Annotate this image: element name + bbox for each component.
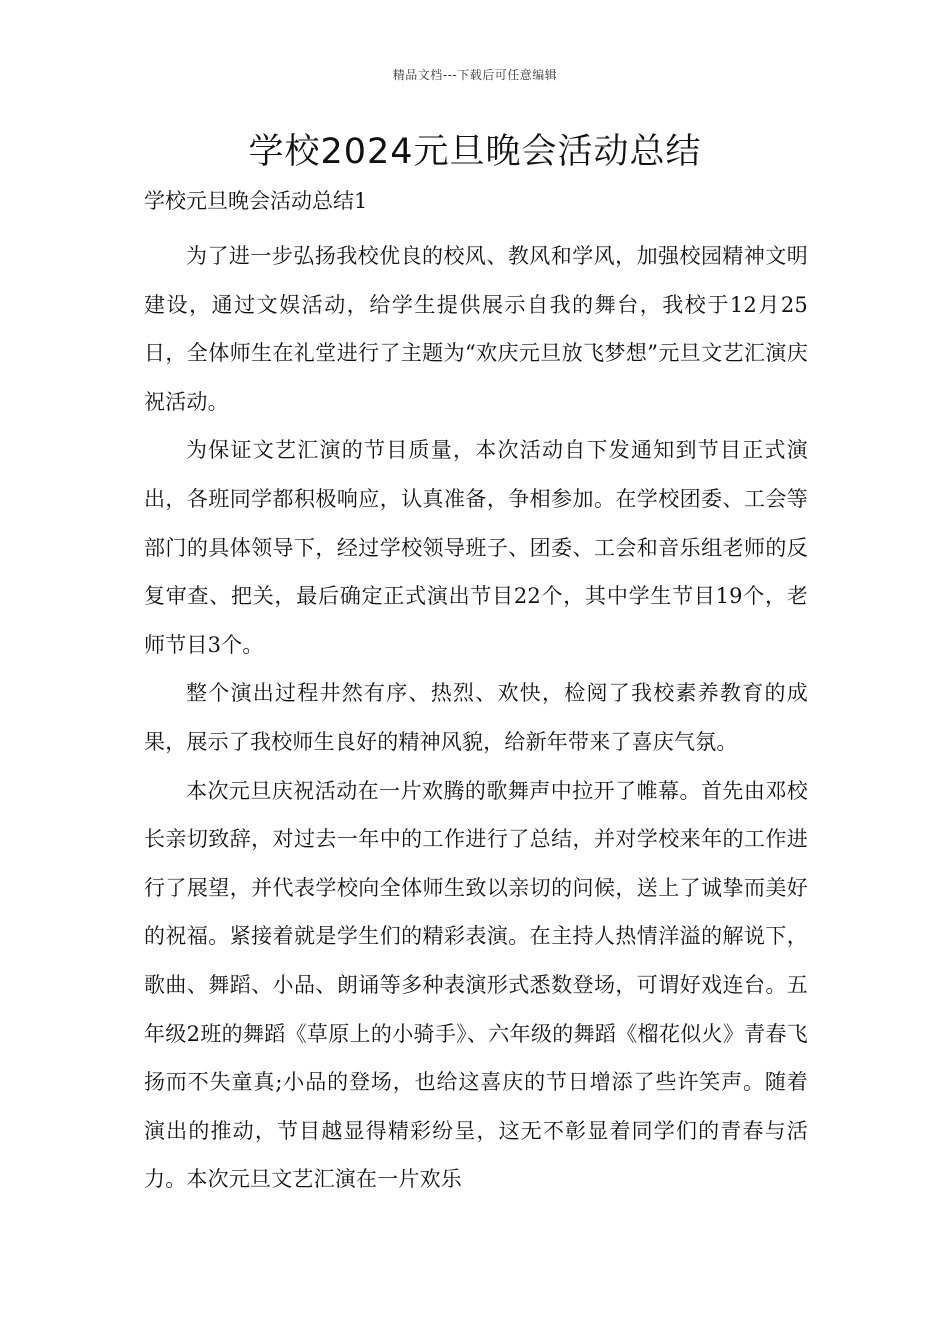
paragraph: 为保证文艺汇演的节目质量，本次活动自下发通知到节目正式演出，各班同学都积极响应，认真准备，争相参加。在学校团委、工会等部门的具体领导下，经过学校领导班子、团委、工会和音乐组老师的反复审查、把关，最后确定正式演出节目22个，其中学生节目19个，老师节目3个。: [144, 438, 808, 657]
section-subtitle: 学校元旦晚会活动总结1: [144, 189, 368, 213]
paragraph: 整个演出过程井然有序、热烈、欢快，检阅了我校素养教育的成果，展示了我校师生良好的精神风貌，给新年带来了喜庆气氛。: [144, 681, 808, 754]
paragraph: 为了进一步弘扬我校优良的校风、教风和学风，加强校园精神文明建设，通过文娱活动，给学生提供展示自我的舞台，我校于12月25日，全体师生在礼堂进行了主题为“欢庆元旦放飞梦想”元旦文艺汇演庆祝活动。: [144, 244, 808, 414]
header-note: 精品文档---下载后可任意编辑: [392, 68, 558, 82]
body-text: [144, 232, 808, 1204]
document-title: 学校2024元旦晚会活动总结: [248, 132, 702, 172]
paragraph: 本次元旦庆祝活动在一片欢腾的歌舞声中拉开了帷幕。首先由邓校长亲切致辞，对过去一年中的工作进行了总结，并对学校来年的工作进行了展望，并代表学校向全体师生致以亲切的问候，送上了诚挚而美好的祝福。紧接着就是学生们的精彩表演。在主持人热情洋溢的解说下，歌曲、舞蹈、小品、朗诵等多种表演形式悉数登场，可谓好戏连台。五年级2班的舞蹈《草原上的小骑手》、六年级的舞蹈《榴花似火》青春飞扬而不失童真;小品的登场，也给这喜庆的节日增添了些许笑声。随着演出的推动，节目越显得精彩纷呈，这无不彰显着同学们的青春与活力。本次元旦文艺汇演在一片欢乐: [144, 778, 808, 1192]
